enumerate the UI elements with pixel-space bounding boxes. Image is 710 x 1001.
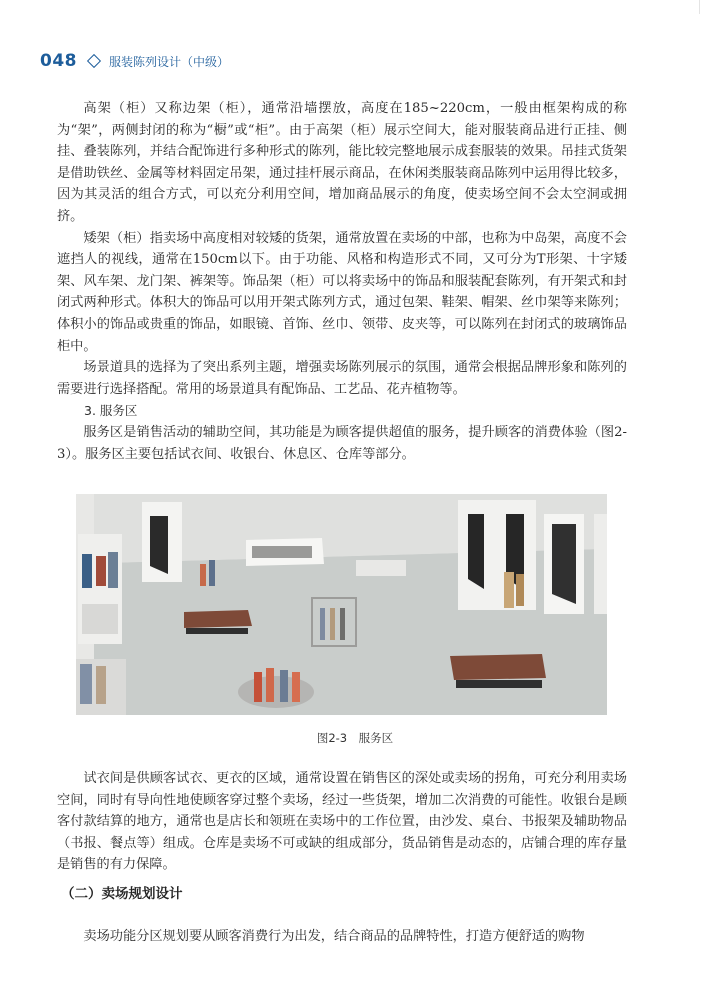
section-heading: （二）卖场规划设计: [61, 886, 183, 902]
paragraph-fitting-room: 试衣间是供顾客试衣、更衣的区域，通常设置在销售区的深处或卖场的拐角，可充分利用卖场空间，同时有导向性地使顾客穿过整个卖场，经过一些货架，增加二次消费的可能性。收银台是顾客付款结算的地方，通常也是店长和领班在卖场中的工作位置，由沙发、桌台、书报架及辅助物品（书报、餐点等）组成。仓库是卖场不可或缺的组成部分，货品销售是动态的，店铺合理的库存量是销售的有力保障。: [57, 771, 627, 873]
paragraph-store-planning: 卖场功能分区规划要从顾客消费行为出发，结合商品的品牌特性，打造方便舒适的购物: [83, 929, 585, 944]
running-header: [40, 50, 229, 72]
paragraph-low-shelves: 矮架（柜）指卖场中高度相对较矮的货架，通常放置在卖场的中部，也称为中岛架，高度不会遮挡人的视线，通常在150cm以下。由于功能、风格和构造形式不同，又可分为T形架、十字矮架、风车架、龙门架、裤架等。饰品架（柜）可以将卖场中的饰品和服装配套陈列，有开架式和封闭式两种形式。体积大的饰品可以用开架式陈列方式，通过包架、鞋架、帽架、丝巾架等来陈列；体积小的饰品或贵重的饰品，如眼镜、首饰、丝巾、领带、皮夹等，可以陈列在封闭式的玻璃饰品柜中。: [57, 230, 627, 354]
subheading-service-area: 3. 服务区: [84, 403, 138, 419]
store-render-illustration: [76, 494, 607, 715]
diamond-icon: [87, 54, 101, 68]
page-corner-mark: [699, 0, 704, 14]
figure-caption: 图2-3 服务区: [316, 731, 394, 745]
body-text-final: [57, 926, 627, 948]
body-text-top: [57, 98, 627, 465]
book-title: 服装陈列设计（中级）: [109, 54, 230, 69]
paragraph-scene-props: 场景道具的选择为了突出系列主题，增强卖场陈列展示的氛围，通常会根据品牌形象和陈列的需要进行选择搭配。常用的场景道具有配饰品、工艺品、花卉植物等。: [57, 360, 627, 397]
paragraph-service-area: 服务区是销售活动的辅助空间，其功能是为顾客提供超值的服务，提升顾客的消费体验（图2-3）。服务区主要包括试衣间、收银台、休息区、仓库等部分。: [57, 424, 627, 462]
figure-service-area-image: [76, 494, 607, 715]
page-number: 048: [40, 51, 77, 71]
body-text-bottom: [57, 768, 627, 876]
paragraph-high-shelves: 高架（柜）又称边架（柜），通常沿墙摆放，高度在185~220cm，一般由框架构成的称为“架”，两侧封闭的称为“橱”或“柜”。由于高架（柜）展示空间大，能对服装商品进行正挂、侧挂、叠装陈列，并结合配饰进行多种形式的陈列，能比较完整地展示成套服装的效果。吊挂式货架是借助铁丝、金属等材料固定吊架，通过挂杆展示商品，在休闲类服装商品陈列中运用得比较多，因为其灵活的组合方式，可以充分利用空间，增加商品展示的角度，使卖场空间不会太空洞或拥挤。: [57, 101, 627, 224]
